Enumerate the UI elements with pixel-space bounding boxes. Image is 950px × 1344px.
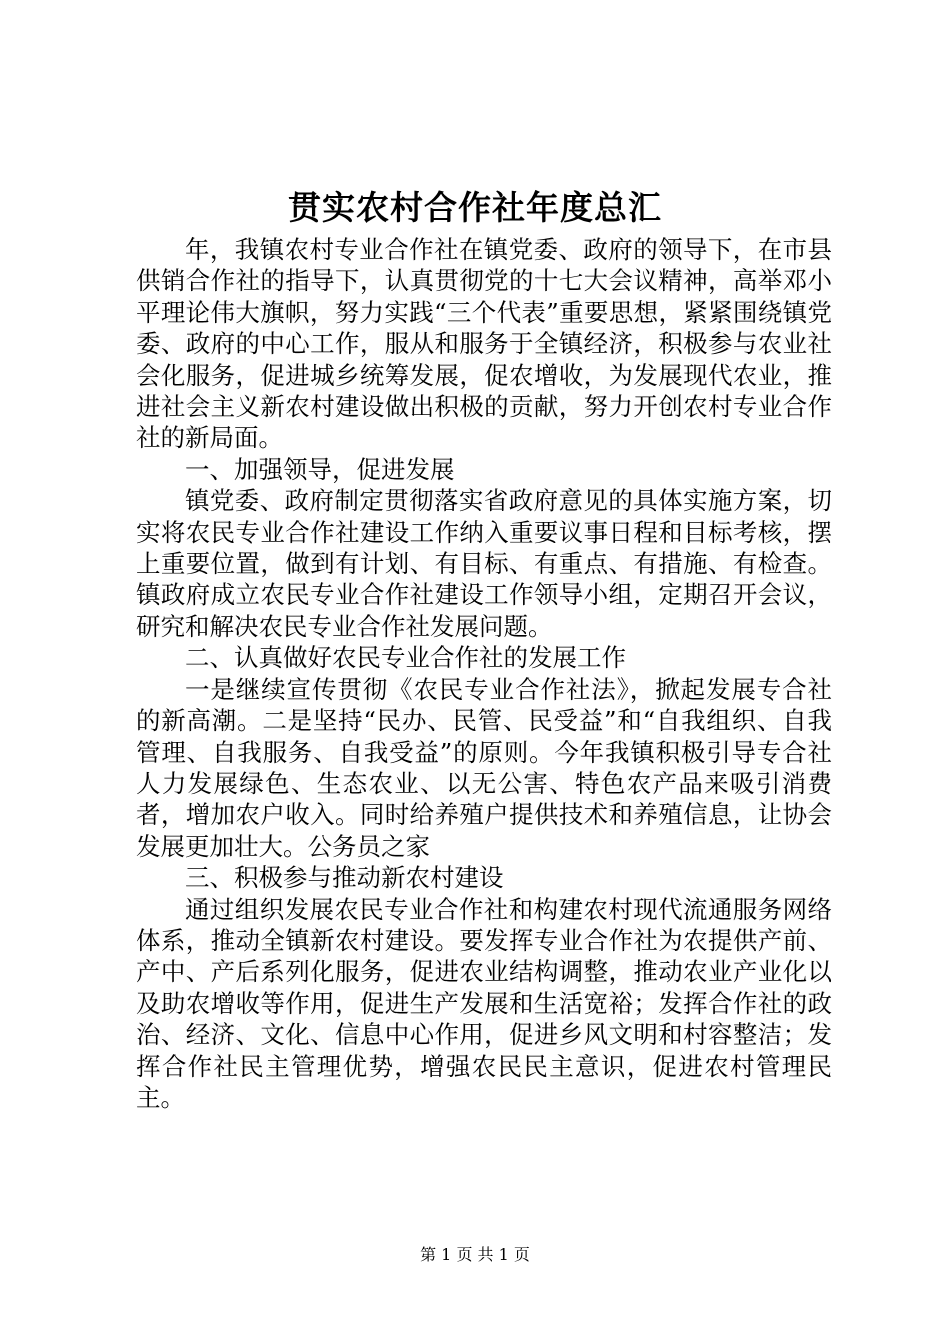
section-heading-3: 三、积极参与推动新农村建设 — [185, 863, 504, 893]
intro-paragraph: 年，我镇农村专业合作社在镇党委、政府的领导下，在市县供销合作社的指导下，认真贯彻党的十七大会议精神，高举邓小平理论伟大旗帜，努力实践“三个代表”重要思想，紧紧围绕镇党委、政府的中心工作，服从和服务于全镇经济，积极参与农业社会化服务，促进城乡统筹发展，促农增收，为发展现代农业，推进社会主义新农村建设做出积极的贡献，努力开创农村专业合作社的新局面。 — [136, 235, 832, 453]
document-title: 贯实农村合作社年度总汇 — [288, 188, 662, 227]
section-paragraph-1: 镇党委、政府制定贯彻落实省政府意见的具体实施方案，切实将农民专业合作社建设工作纳入重要议事日程和目标考核，摆上重要位置，做到有计划、有目标、有重点、有措施、有检查。镇政府成立农民专业合作社建设工作领导小组，定期召开会议，研究和解决农民专业合作社发展问题。 — [136, 486, 832, 641]
page-footer: 第 1 页 共 1 页 — [420, 1245, 530, 1264]
section-paragraph-3: 通过组织发展农民专业合作社和构建农村现代流通服务网络体系，推动全镇新农村建设。要发挥专业合作社为农提供产前、产中、产后系列化服务，促进农业结构调整，推动农业产业化以及助农增收等作用，促进生产发展和生活宽裕；发挥合作社的政治、经济、文化、信息中心作用，促进乡风文明和村容整洁；发挥合作社民主管理优势，增强农民民主意识，促进农村管理民主。 — [136, 894, 832, 1112]
section-heading-1: 一、加强领导，促进发展 — [185, 454, 455, 484]
section-paragraph-2: 一是继续宣传贯彻《农民专业合作社法》，掀起发展专合社的新高潮。二是坚持“民办、民管、民受益”和“自我组织、自我管理、自我服务、自我受益”的原则。今年我镇积极引导专合社人力发展绿色、生态农业、以无公害、特色农产品来吸引消费者，增加农户收入。同时给养殖户提供技术和养殖信息，让协会发展更加壮大。公务员之家 — [136, 674, 832, 861]
document-body — [136, 234, 832, 1113]
section-heading-2: 二、认真做好农民专业合作社的发展工作 — [185, 643, 626, 673]
